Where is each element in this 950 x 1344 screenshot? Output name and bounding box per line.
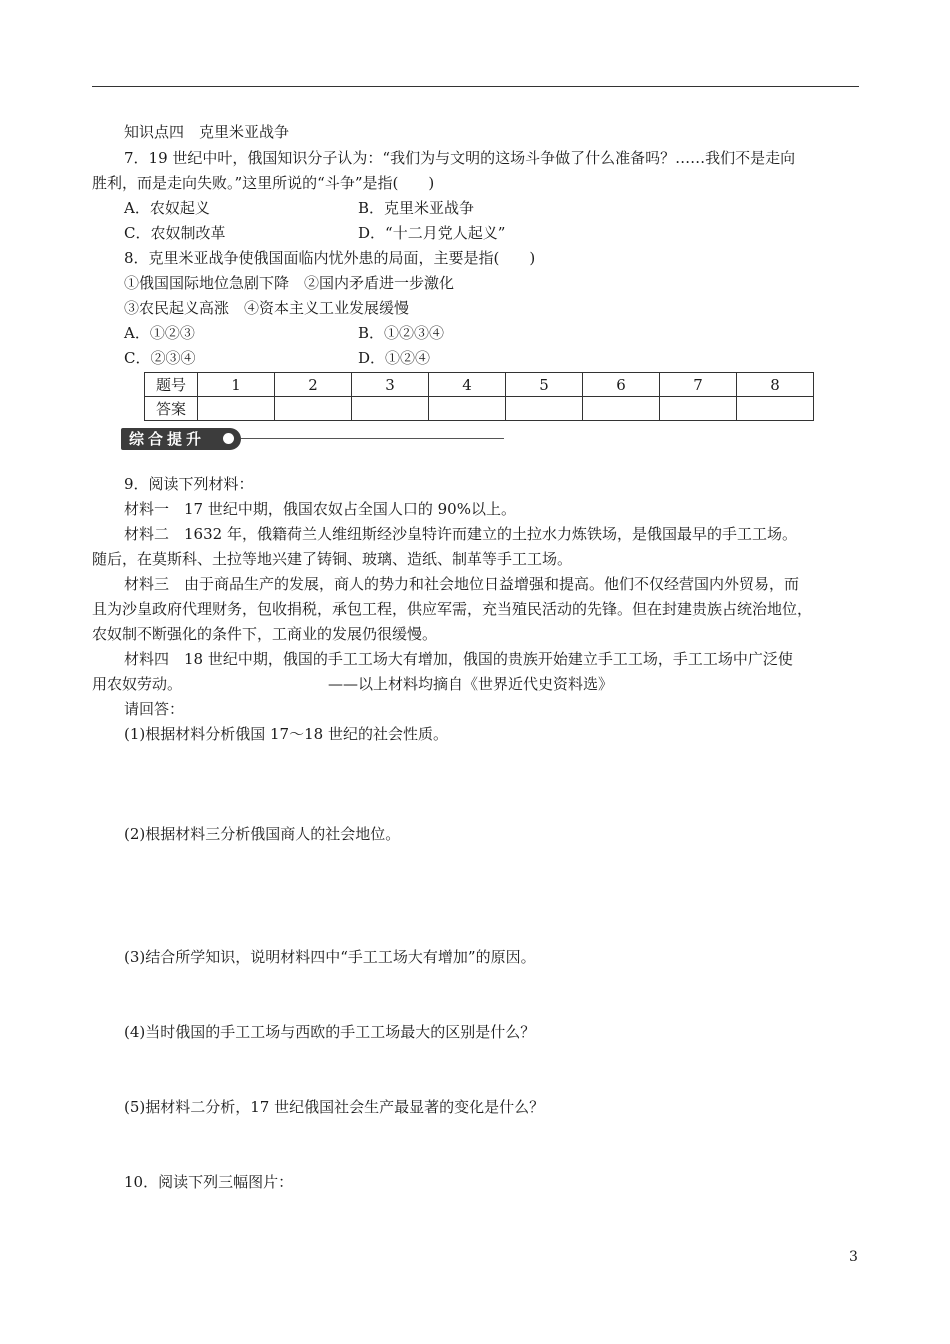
answer-cell[interactable] — [506, 397, 583, 421]
q7-stem-line1: 7．19 世纪中叶，俄国知识分子认为：“我们为与文明的这场斗争做了什么准备吗？……我们不是走向 — [124, 149, 796, 167]
q9-sub-question-2: (2)根据材料三分析俄国商人的社会地位。 — [124, 825, 401, 843]
q9-sub-question-5: (5)据材料二分析，17 世纪俄国社会生产最显著的变化是什么？ — [124, 1098, 545, 1116]
q8-option-b: B．①②③④ — [358, 324, 445, 342]
header-rule — [92, 86, 859, 87]
q9-sub-question-1: (1)根据材料分析俄国 17～18 世纪的社会性质。 — [124, 725, 448, 743]
section-title: 知识点四 克里米亚战争 — [124, 123, 290, 141]
q10-stem: 10．阅读下列三幅图片： — [124, 1173, 294, 1191]
table-number-cell: 4 — [429, 373, 506, 397]
q8-items-line1: ①俄国国际地位急剧下降 ②国内矛盾进一步激化 — [124, 274, 455, 292]
q7-option-d: D．“十二月党人起义” — [358, 224, 506, 242]
table-number-cell: 3 — [352, 373, 429, 397]
q9-material-4-line2: 用农奴劳动。 — [92, 675, 183, 693]
q9-sub-question-3: (3)结合所学知识，说明材料四中“手工工场大有增加”的原因。 — [124, 948, 536, 966]
q7-stem-line2: 胜利，而是走向失败。”这里所说的“斗争”是指( ) — [92, 174, 435, 192]
answer-cell[interactable] — [660, 397, 737, 421]
q9-stem: 9．阅读下列材料： — [124, 475, 254, 493]
answer-table — [144, 372, 814, 421]
table-number-cell: 7 — [660, 373, 737, 397]
answer-cell[interactable] — [352, 397, 429, 421]
table-number-cell: 2 — [275, 373, 352, 397]
answer-table-answer-row — [145, 397, 814, 421]
table-number-cell: 8 — [737, 373, 814, 397]
q9-material-3-line3: 农奴制不断强化的条件下，工商业的发展仍很缓慢。 — [92, 625, 438, 643]
q8-items-line2: ③农民起义高涨 ④资本主义工业发展缓慢 — [124, 299, 410, 317]
q7-option-a: A．农奴起义 — [124, 199, 210, 217]
table-number-cell: 1 — [198, 373, 275, 397]
q9-material-2-line2: 随后，在莫斯科、土拉等地兴建了铸铜、玻璃、造纸、制革等手工工场。 — [92, 550, 573, 568]
q8-option-a: A．①②③ — [124, 324, 195, 342]
answer-cell[interactable] — [198, 397, 275, 421]
answer-table-number-row — [145, 373, 814, 397]
page-number: 3 — [849, 1249, 858, 1265]
answer-cell[interactable] — [429, 397, 506, 421]
q7-option-b: B．克里米亚战争 — [358, 199, 475, 217]
section-banner — [121, 428, 241, 450]
q9-material-2-line1: 材料二 1632 年，俄籍荷兰人维纽斯经沙皇特许而建立的土拉水力炼铁场，是俄国最早的手工工场。 — [124, 525, 797, 543]
table-number-cell: 6 — [583, 373, 660, 397]
q9-material-4-line1: 材料四 18 世纪中期，俄国的手工工场大有增加，俄国的贵族开始建立手工工场，手工工场中广泛使 — [124, 650, 793, 668]
q7-option-c: C．农奴制改革 — [124, 224, 226, 242]
q9-material-3-line1: 材料三 由于商品生产的发展，商人的势力和社会地位日益增强和提高。他们不仅经营国内外贸易，而 — [124, 575, 800, 593]
q9-material-3-line2: 且为沙皇政府代理财务，包收捐税，承包工程，供应军需，充当殖民活动的先锋。但在封建贵族占统治地位， — [92, 600, 813, 618]
q9-source: ——以上材料均摘自《世界近代史资料选》 — [328, 675, 614, 693]
q9-material-1: 材料一 17 世纪中期，俄国农奴占全国人口的 90%以上。 — [124, 500, 516, 518]
q9-prompt: 请回答： — [124, 700, 185, 718]
q9-sub-question-4: (4)当时俄国的手工工场与西欧的手工工场最大的区别是什么？ — [124, 1023, 536, 1041]
banner-label: 综合提升 — [129, 430, 206, 448]
banner-rule — [241, 438, 504, 439]
q8-option-c: C．②③④ — [124, 349, 196, 367]
table-number-cell: 5 — [506, 373, 583, 397]
bullet-dot-icon — [223, 433, 234, 444]
answer-cell[interactable] — [275, 397, 352, 421]
table-header-number: 题号 — [145, 373, 198, 397]
table-header-answer: 答案 — [145, 397, 198, 421]
q8-option-d: D．①②④ — [358, 349, 431, 367]
answer-cell[interactable] — [737, 397, 814, 421]
answer-cell[interactable] — [583, 397, 660, 421]
q8-stem: 8．克里米亚战争使俄国面临内忧外患的局面，主要是指( ) — [124, 249, 536, 267]
